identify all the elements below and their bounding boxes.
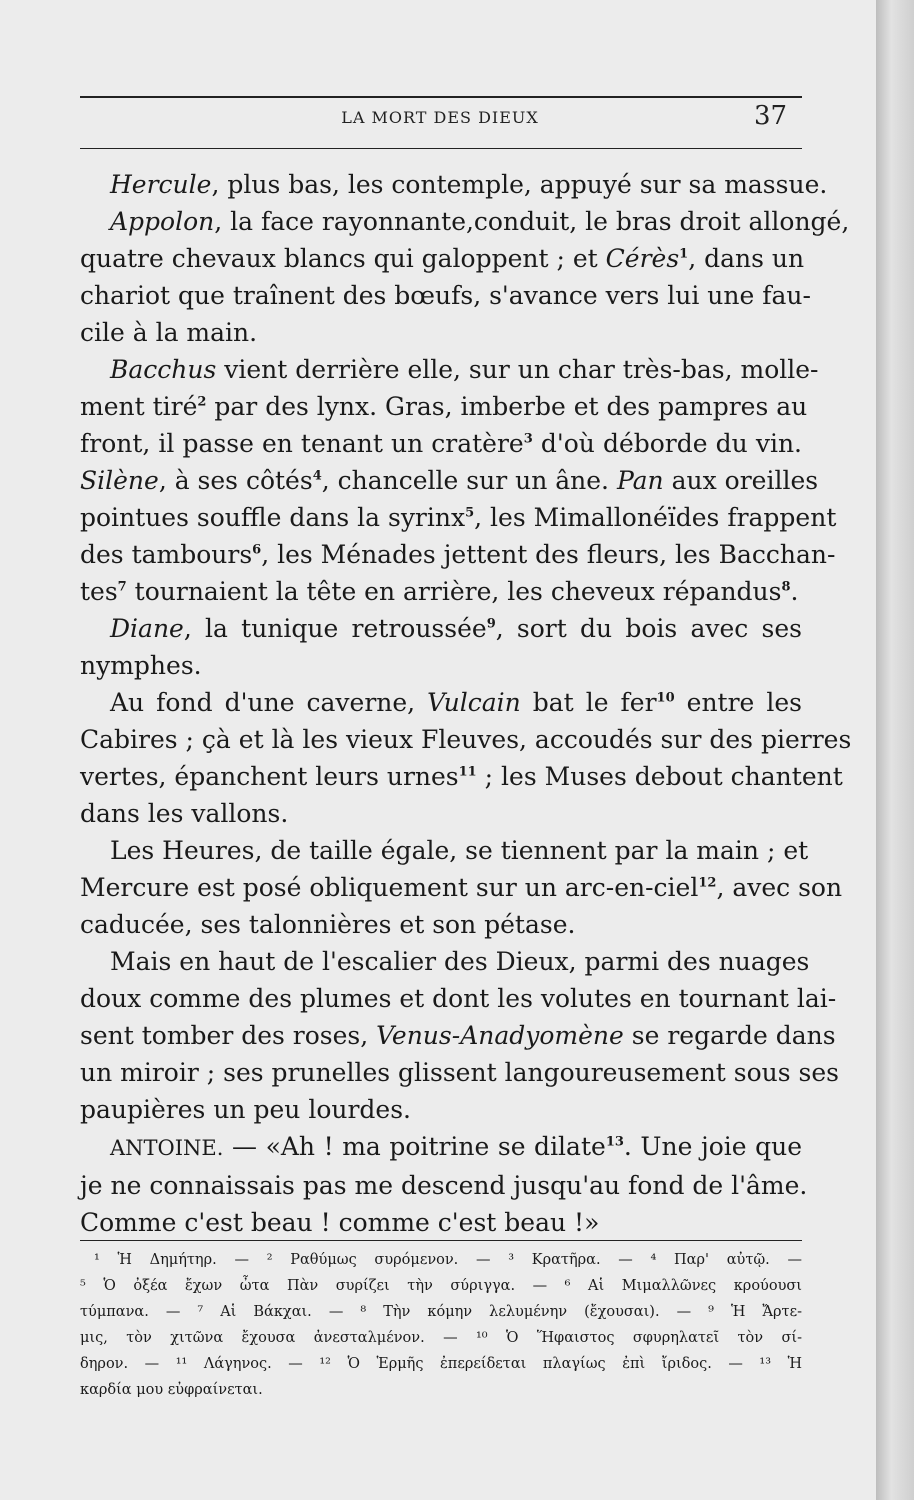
footnote-line: ⁵ Ὁ ὀξέα ἔχων ὦτα Πὰν συρίζει τὴν σύριγγα. — ⁶ Αἱ Μιμαλλῶνες κρούουσι: [80, 1278, 802, 1294]
paragraph-heures: Les Heures, de taille égale, se tiennent par la main ; et: [110, 836, 809, 865]
text-line: cile à la main.: [80, 318, 258, 347]
text-line: tes$^7$ tournaient la tête en arrière, les cheveux répandus$^8$.: [80, 577, 799, 606]
footnote-rule: [80, 1240, 802, 1241]
text-line: des tambours$^6$, les Ménades jettent des fleurs, les Bacchan-: [80, 540, 836, 569]
text-line: sent tomber des roses, Venus-Anadyomène se regarde dans: [80, 1021, 836, 1050]
page-edge: [876, 0, 914, 1500]
text-line: nymphes.: [80, 651, 202, 680]
text-line: Comme c'est beau ! comme c'est beau !»: [80, 1208, 600, 1237]
footnote-line: καρδία μου εὐφραίνεται.: [80, 1382, 263, 1398]
text-line: Cabires ; çà et là les vieux Fleuves, accoudés sur des pierres: [80, 725, 852, 754]
running-header: LA MORT DES DIEUX: [341, 108, 539, 127]
paragraph-appolon: Appolon, la face rayonnante,conduit, le bras droit allongé,: [110, 207, 850, 236]
text-line: pointues souffle dans la syrinx$^5$, les Mimallonéïdes frappent: [80, 503, 837, 532]
text-line: Silène, à ses côtés$^4$, chancelle sur un âne. Pan aux oreilles: [80, 466, 819, 495]
text-line: un miroir ; ses prunelles glissent langoureusement sous ses: [80, 1058, 840, 1087]
body-text: [80, 166, 852, 1241]
paragraph-venus: Mais en haut de l'escalier des Dieux, parmi des nuages: [110, 947, 810, 976]
footnote-line: ¹ Ἡ Δημήτηρ. — ² Ραθύμως συρόμενον. — ³ Κρατῆρα. — ⁴ Παρ' αὐτῷ. —: [94, 1252, 802, 1268]
text-line: je ne connaissais pas me descend jusqu'au fond de l'âme.: [80, 1171, 808, 1200]
header-rule-bottom: [80, 148, 802, 149]
footnote-line: τύμπανα. — ⁷ Αἱ Βάκχαι. — ⁸ Τὴν κόμην λελυμένην (ἔχουσαι). — ⁹ Ἡ Ἄρτε-: [80, 1304, 802, 1320]
text-line: chariot que traînent des bœufs, s'avance vers lui une fau-: [80, 281, 811, 310]
text-line: vertes, épanchent leurs urnes$^{11}$ ; les Muses debout chantent: [80, 762, 843, 791]
page-number: 37: [754, 101, 788, 131]
header-rule-top: [80, 96, 802, 98]
text-line: paupières un peu lourdes.: [80, 1095, 411, 1124]
text-line: doux comme des plumes et dont les volutes en tournant lai-: [80, 984, 837, 1013]
text-line: quatre chevaux blancs qui galoppent ; et Cérès$^1$, dans un: [80, 244, 805, 273]
paragraph-vulcain: Au fond d'une caverne, Vulcain bat le fer$^{10}$ entre les: [110, 688, 802, 717]
footnote-line: μις, τὸν χιτῶνα ἔχουσα ἀνεσταλμένον. — ¹⁰ Ὁ Ἥφαιστος σφυρηλατεῖ τὸν σί-: [80, 1330, 802, 1346]
text-line: ment tiré$^2$ par des lynx. Gras, imberbe et des pampres au: [80, 392, 808, 421]
paragraph-diane: Diane, la tunique retroussée$^9$, sort du bois avec ses: [110, 614, 802, 643]
footnote-line: δηρον. — ¹¹ Λάγηνος. — ¹² Ὁ Ἑρμῆς ἐπερείδεται πλαγίως ἐπὶ ἴριδος. — ¹³ Ἡ: [80, 1356, 802, 1372]
paragraph-antoine: ANTOINE. — «Ah ! ma poitrine se dilate$^{13}$. Une joie que: [110, 1132, 802, 1161]
text-line: caducée, ses talonnières et son pétase.: [80, 910, 576, 939]
text-line: dans les vallons.: [80, 799, 289, 828]
speaker-name: ANTOINE.: [110, 1136, 224, 1160]
paragraph-hercule: Hercule, plus bas, les contemple, appuyé sur sa massue.: [110, 170, 828, 199]
text-line: Mercure est posé obliquement sur un arc-en-ciel$^{12}$, avec son: [80, 873, 843, 902]
text-line: front, il passe en tenant un cratère$^3$ d'où déborde du vin.: [80, 429, 802, 458]
paragraph-bacchus: Bacchus vient derrière elle, sur un char très-bas, molle-: [110, 355, 819, 384]
footnotes: [80, 1247, 802, 1403]
